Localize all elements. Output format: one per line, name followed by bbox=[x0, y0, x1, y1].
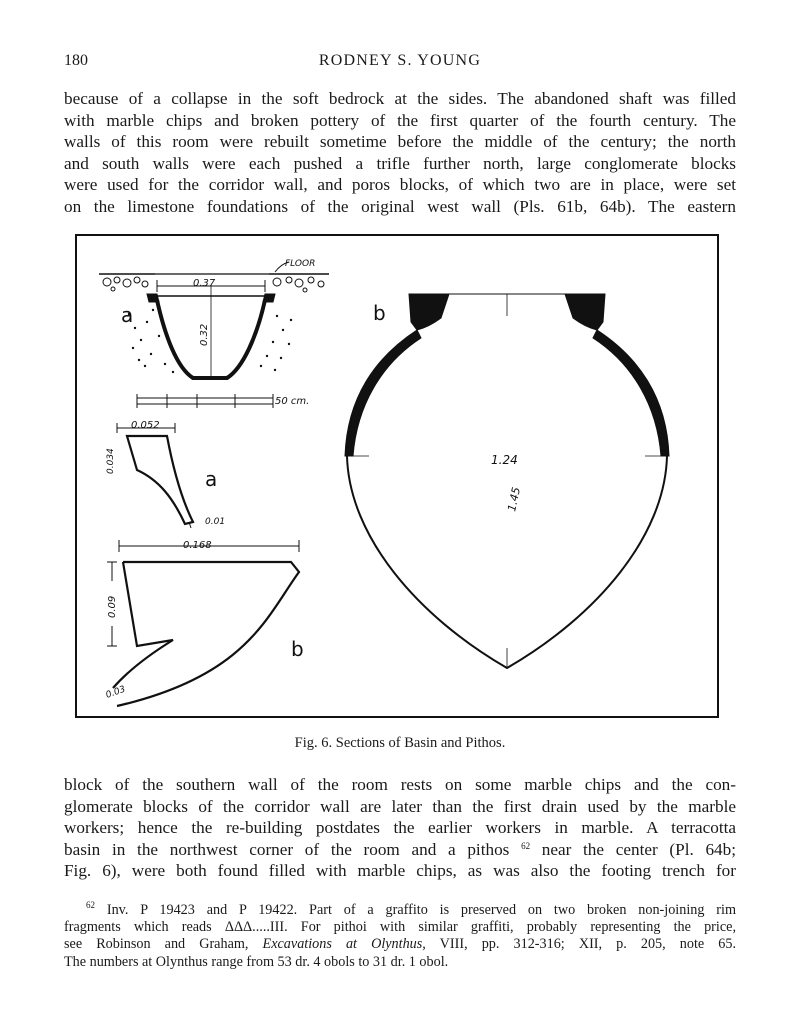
text-fragment: basin in the northwest corner of the room and a pithos bbox=[64, 839, 510, 859]
rim-a-width-label: 0.052 bbox=[131, 420, 160, 431]
text-fragment: near the center (Pl. 64b; bbox=[541, 839, 737, 859]
scale-label: 50 cm. bbox=[275, 396, 310, 407]
pithos-width-label: 1.24 bbox=[491, 453, 518, 467]
text-line: were used for the corridor wall, and poros blocks, of which two are in place, were set bbox=[64, 175, 736, 195]
rim-section-a bbox=[117, 423, 193, 528]
floor-label: FLOOR bbox=[285, 259, 316, 269]
rim-section-b bbox=[104, 540, 299, 706]
running-head: RODNEY S. YOUNG bbox=[318, 52, 482, 69]
rim-b-width-label: 0.168 bbox=[183, 540, 212, 551]
text-fragment: VIII, pp. 312-316; XII, p. 205, note 65. bbox=[439, 936, 736, 953]
text-line: because of a collapse in the soft bedrock at the sides. The abandoned shaft was filled bbox=[64, 89, 736, 108]
pithos-section bbox=[345, 294, 669, 668]
figure-caption: Fig. 6. Sections of Basin and Pithos. bbox=[294, 735, 506, 751]
footnote-line bbox=[64, 936, 736, 953]
text-fragment: see Robinson and Graham, bbox=[64, 936, 249, 953]
scale-bar bbox=[137, 394, 273, 408]
rim-a-height-label: 0.034 bbox=[106, 448, 116, 474]
text-fragment: Inv. P 19423 and P 19422. Part of a graffito is preserved on two broken non-joining rim bbox=[106, 902, 737, 918]
basin-letter: a bbox=[121, 303, 134, 327]
text-line: glomerate blocks of the corridor wall are later than the first drain used by the marble bbox=[64, 796, 736, 816]
rim-b-height-label: 0.09 bbox=[107, 595, 118, 618]
text-line: Fig. 6), were both found filled with marble chips, as was also the footing trench for bbox=[64, 861, 736, 881]
footnote-line: fragments which reads ΔΔΔ.....III. For pithoi with similar graffiti, probably representing the price, bbox=[64, 919, 736, 936]
footnote-ref: 62 bbox=[521, 840, 531, 851]
footnote-line: The numbers at Olynthus range from 53 dr. 4 obols to 31 dr. 1 obol. bbox=[64, 953, 449, 970]
text-line: walls of this room were rebuilt sometime before the middle of the century; the north bbox=[64, 132, 736, 152]
text-line: with marble chips and broken pottery of the first quarter of the fourth century. The bbox=[64, 110, 736, 130]
footnote bbox=[64, 902, 736, 971]
basin-depth-label: 0.32 bbox=[199, 323, 210, 346]
citation-title: Excavations at Olynthus, bbox=[262, 936, 426, 953]
rim-b-thickness-label: 0.03 bbox=[104, 684, 127, 701]
text-line: block of the southern wall of the room rests on some marble chips and the con- bbox=[64, 775, 736, 794]
body-paragraph-top bbox=[64, 88, 736, 218]
footnote-line bbox=[64, 902, 736, 919]
text-line bbox=[64, 839, 736, 861]
rim-a-letter: a bbox=[205, 467, 218, 491]
figure-6 bbox=[75, 234, 719, 718]
body-paragraph-bottom bbox=[64, 774, 736, 882]
rim-b-letter: b bbox=[291, 637, 304, 661]
page-header bbox=[64, 52, 736, 74]
text-line: on the limestone foundations of the original west wall (Pls. 61b, 64b). The eastern bbox=[64, 196, 736, 216]
figure-drawing bbox=[77, 236, 717, 716]
basin-width-label: 0.37 bbox=[193, 278, 216, 289]
pithos-height-label: 1.45 bbox=[505, 485, 524, 513]
pithos-letter: b bbox=[373, 301, 386, 325]
page-number: 180 bbox=[64, 52, 88, 69]
rim-a-thickness-label: 0.01 bbox=[205, 517, 226, 527]
text-line: and south walls were each pushed a trifle further north, large conglomerate blocks bbox=[64, 153, 736, 173]
footnote-number: 62 bbox=[86, 900, 95, 910]
text-line: workers; hence the re-building postdates the earlier workers in marble. A terracotta bbox=[64, 818, 736, 838]
